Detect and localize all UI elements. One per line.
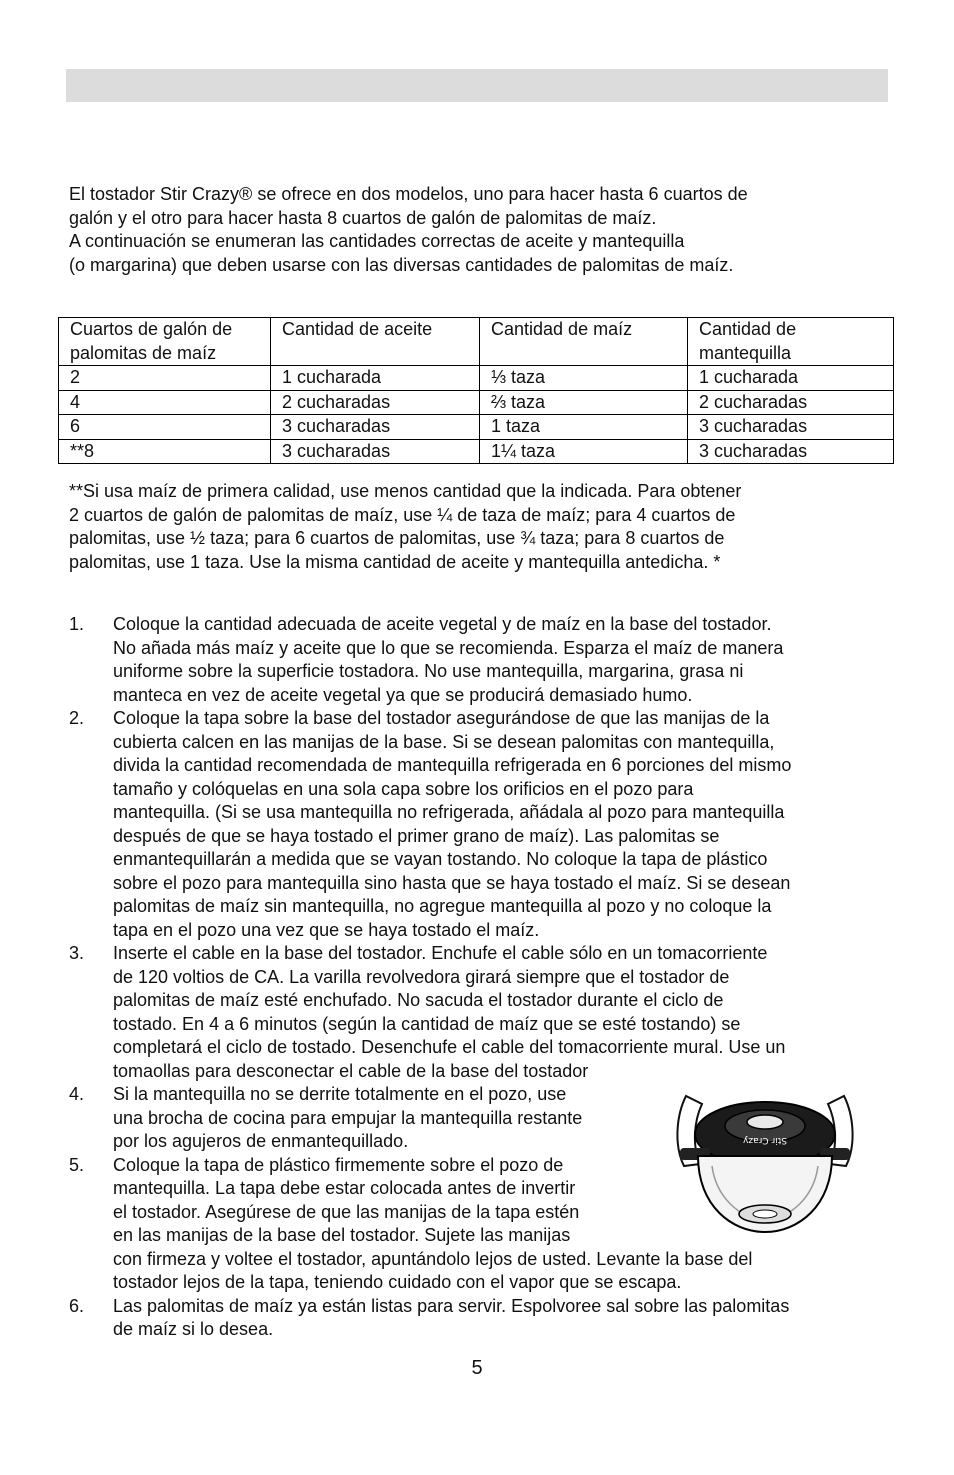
table-cell: 1 cucharada [271,366,480,391]
popper-icon [672,1086,858,1236]
step-line: tomaollas para desconectar el cable de la base del tostador [113,1060,589,1081]
table-cell: 3 cucharadas [271,415,480,440]
list-item [69,1295,889,1342]
note-line: **Si usa maíz de primera calidad, use menos cantidad que la indicada. Para obtener [69,481,742,501]
step-line: de maíz si lo desea. [113,1319,274,1339]
header-cell-corn: Cantidad de maíz [480,318,688,366]
table-cell: 1 taza [480,415,688,440]
step-number: 1. [69,614,85,634]
note-line: 2 cuartos de galón de palomitas de maíz, use ¼ de taza de maíz; para 4 cuartos de [69,504,736,525]
table-header-row [59,318,894,366]
step-line: divida la cantidad recomendada de mantequilla refrigerada en 6 porciones del mismo [113,755,792,775]
step-line: Inserte el cable en la base del tostador. Enchufe el cable sólo en un tomacorriente [113,943,768,963]
step-number: 4. [69,1084,85,1104]
header-cell-oil: Cantidad de aceite [271,318,480,366]
step-line: Si la mantequilla no se derrite totalmente en el pozo, use [113,1084,567,1104]
table-cell: 6 [59,415,271,440]
step-line: uniforme sobre la superficie tostadora. No use mantequilla, margarina, grasa ni [113,661,744,681]
quantities-table [58,317,894,464]
step-line: mantequilla. (Si se usa mantequilla no refrigerada, añádala al pozo para mantequilla [113,802,785,822]
page-number: 5 [471,1357,483,1379]
table-cell: 2 cucharadas [271,390,480,415]
note-line: palomitas, use ½ taza; para 6 cuartos de palomitas, use ¾ taza; para 8 cuartos de [69,528,725,548]
step-number: 6. [69,1295,85,1316]
step-line: después de que se haya tostado el primer grano de maíz). Las palomitas se [113,825,720,846]
step-line: Coloque la tapa sobre la base del tostador asegurándose de que las manijas de la [113,708,770,728]
step-line: enmantequillarán a medida que se vayan tostando. No coloque la tapa de plástico [113,849,768,869]
table-cell: 1 cucharada [688,366,894,391]
header-cell-butter: Cantidad de mantequilla [688,318,894,366]
step-line: palomitas de maíz sin mantequilla, no agregue mantequilla al pozo y no coloque la [113,896,772,916]
step-line: completará el ciclo de tostado. Desenchufe el cable del tomacorriente mural. Use un [113,1037,786,1057]
step-line: Las palomitas de maíz ya están listas para servir. Espolvoree sal sobre las palomitas [113,1295,790,1316]
intro-line: A continuación se enumeran las cantidades correctas de aceite y mantequilla [69,231,685,251]
step-line: sobre el pozo para mantequilla sino hasta que se haya tostado el maíz. Si se desean [113,872,791,893]
intro-line: El tostador Stir Crazy® se ofrece en dos modelos, uno para hacer hasta 6 cuartos de [69,184,748,204]
premium-corn-note [69,480,869,574]
table-row [59,439,894,464]
step-line: palomitas de maíz esté enchufado. No sacuda el tostador durante el ciclo de [113,990,724,1010]
table-row [59,366,894,391]
table-row [59,390,894,415]
step-line: de 120 voltios de CA. La varilla revolvedora girará siempre que el tostador de [113,966,730,987]
step-line: tostador lejos de la tapa, teniendo cuidado con el vapor que se escapa. [113,1272,682,1292]
step-line: No añada más maíz y aceite que lo que se recomienda. Esparza el maíz de manera [113,637,784,658]
list-item [69,613,889,707]
step-line: en las manijas de la base del tostador. Sujete las manijas [113,1225,571,1245]
table-cell: **8 [59,439,271,464]
table-cell: ⅔ taza [480,390,688,415]
table-cell: 2 [59,366,271,391]
step-line: mantequilla. La tapa debe estar colocada antes de invertir [113,1178,576,1198]
step-number: 2. [69,708,85,728]
step-line: manteca en vez de aceite vegetal ya que se producirá demasiado humo. [113,684,693,705]
step-line: Coloque la cantidad adecuada de aceite vegetal y de maíz en la base del tostador. [113,614,772,634]
list-item [69,707,889,942]
brand-label: Stir Crazy [743,1135,787,1145]
step-line: por los agujeros de enmantequillado. [113,1131,409,1151]
step-line: una brocha de cocina para empujar la mantequilla restante [113,1107,583,1128]
table-row [59,415,894,440]
step-line: con firmeza y voltee el tostador, apuntándolo lejos de usted. Levante la base del [113,1248,753,1269]
table-cell: 4 [59,390,271,415]
step-line: tostado. En 4 a 6 minutos (según la cantidad de maíz que se esté tostando) se [113,1013,741,1034]
step-line: Coloque la tapa de plástico firmemente sobre el pozo de [113,1154,564,1175]
header-cell-quarts: Cuartos de galón de palomitas de maíz [59,318,271,366]
intro-line: (o margarina) que deben usarse con las diversas cantidades de palomitas de maíz. [69,254,734,275]
note-line: palomitas, use 1 taza. Use la misma cantidad de aceite y mantequilla antedicha. * [69,551,721,572]
step-line: tapa en el pozo una vez que se haya tostado el maíz. [113,919,540,940]
table-cell: 3 cucharadas [688,439,894,464]
intro-paragraph [69,183,869,277]
step-number: 5. [69,1154,85,1175]
popcorn-popper-illustration [672,1086,858,1236]
list-item [69,942,889,1083]
table-cell: 3 cucharadas [688,415,894,440]
step-number: 3. [69,943,85,963]
step-line: tamaño y colóquelas en una sola capa sobre los orificios en el pozo para [113,778,694,799]
table-cell: 2 cucharadas [688,390,894,415]
table-cell: 3 cucharadas [271,439,480,464]
intro-line: galón y el otro para hacer hasta 8 cuartos de galón de palomitas de maíz. [69,207,657,228]
step-line: cubierta calcen en las manijas de la base. Si se desean palomitas con mantequilla, [113,731,775,752]
table-cell: 1¼ taza [480,439,688,464]
step-line: el tostador. Asegúrese de que las manijas de la tapa estén [113,1201,580,1222]
section-header-bar [66,69,888,102]
table-cell: ⅓ taza [480,366,688,391]
